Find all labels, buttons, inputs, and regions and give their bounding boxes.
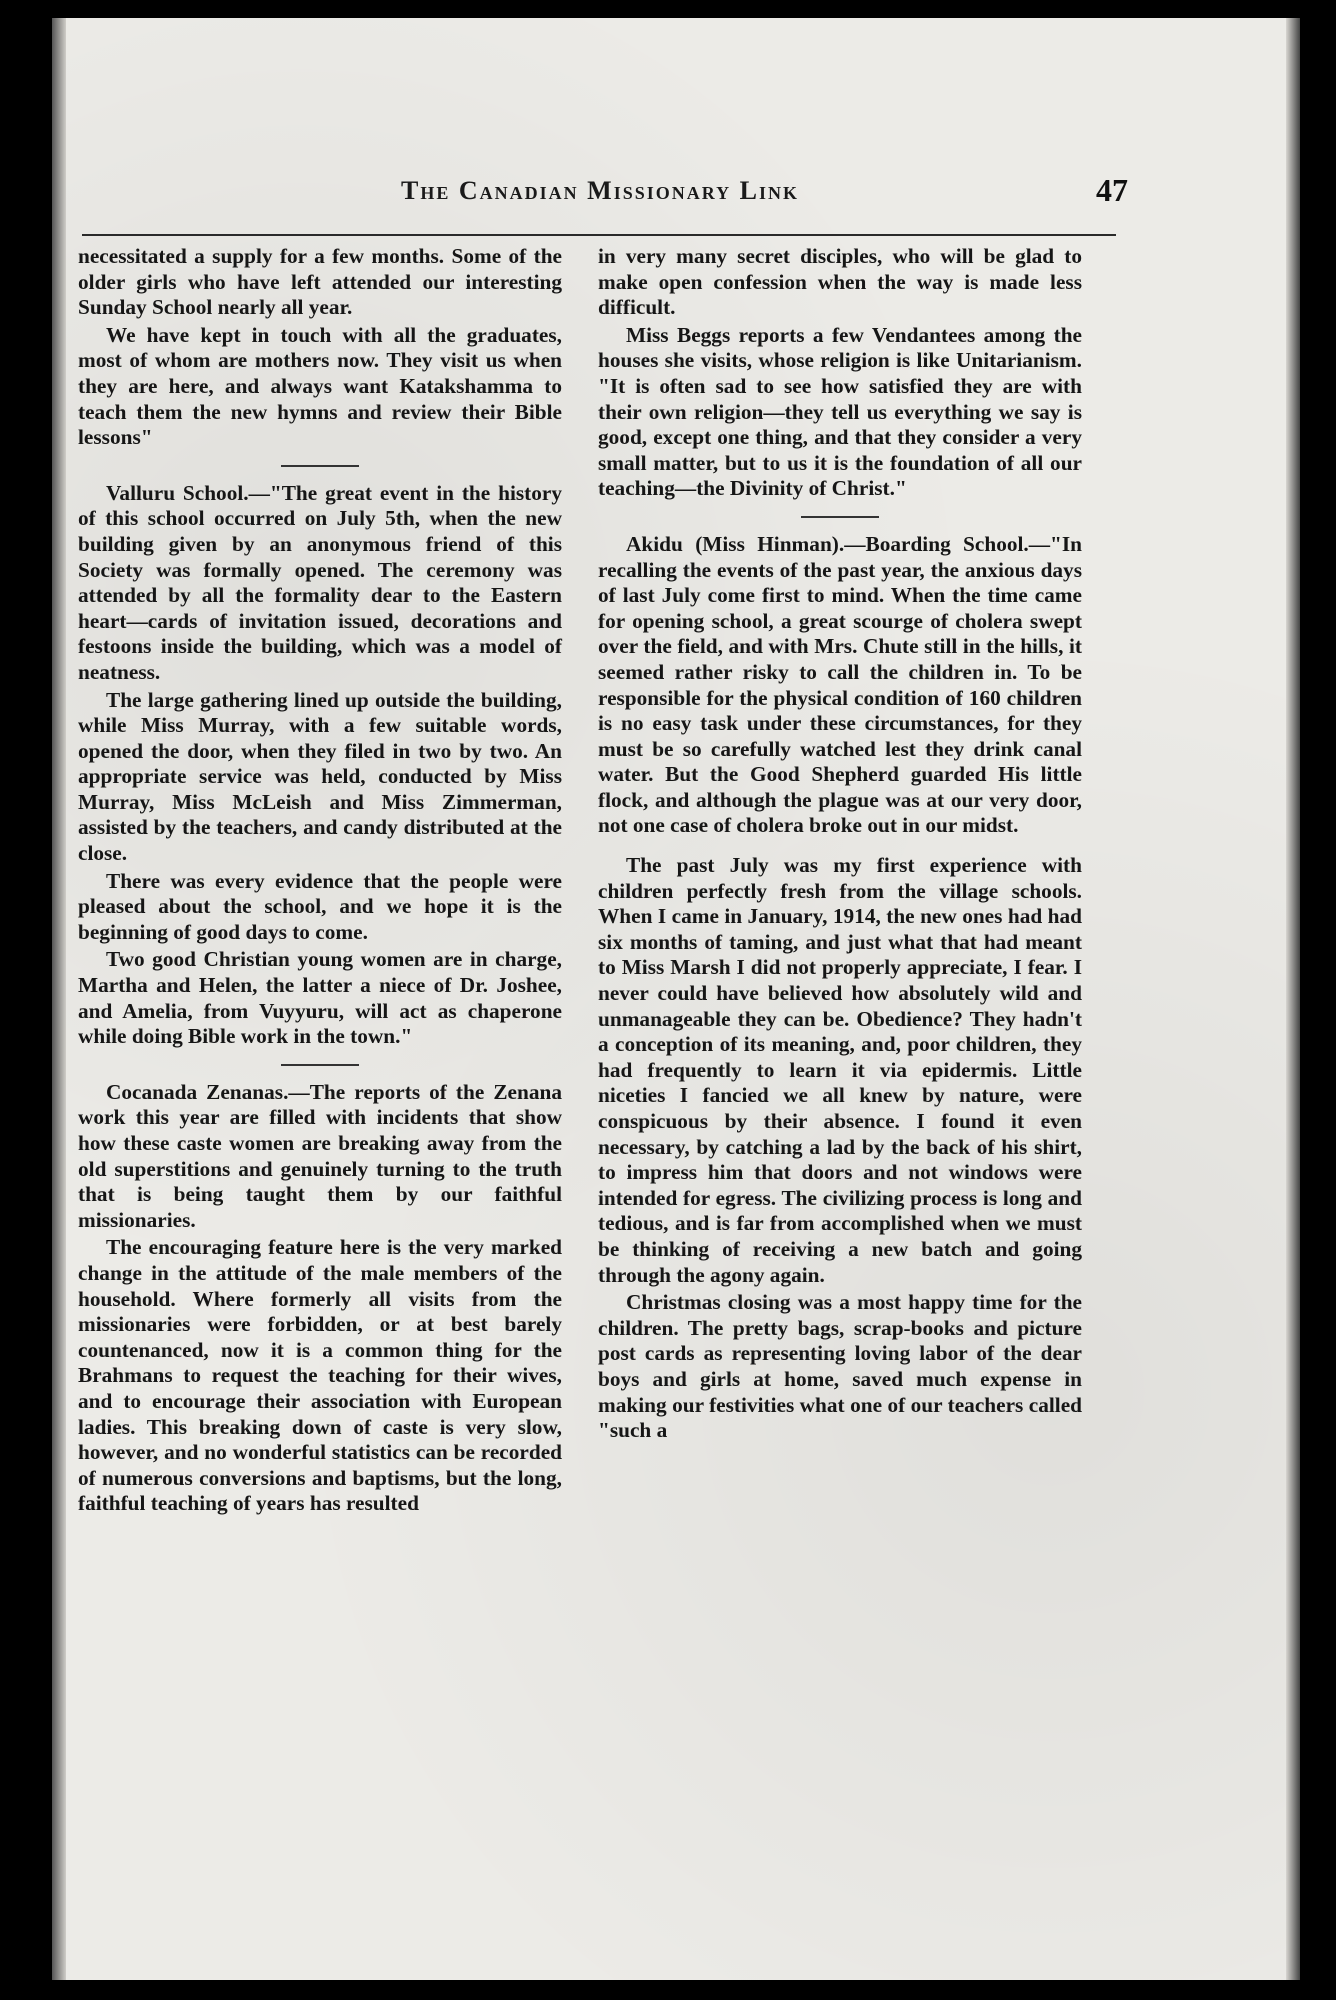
paragraph-text: (Miss Hinman).—Boarding School.—"In recalling the events of the past year, the anxious days of last July come first to mind. When the time came for opening school, a great scourge of cholera swept over the field, and with Mrs. Chute still in the hills, it seemed rather risky to call the children in. To be responsible for the physical condition of 160 children is no easy task under these circumstances, for they must be so carefully watched lest they drink canal water. But the Good Shepherd guarded His little flock, and although the plague was at our very door, not one case of cholera broke out in our midst. <box>598 531 1082 838</box>
right-column <box>598 244 1082 1854</box>
page-edge-left <box>52 18 66 1980</box>
paragraph: in very many secret disciples, who will be glad to make open confession when the way is made less difficult. <box>598 244 1082 320</box>
paragraph: The encouraging feature here is the very marked change in the attitude of the male members of the household. Where formerly all visits from the missionaries were forbidden, or at best barely countenanced, now it is a common thing for the Brahmans to request the teaching for their wives, and to encourage their association with European ladies. This breaking down of caste is very slow, however, and no wonderful statistics can be recorded of numerous conversions and baptisms, but the long, faithful teaching of years has resulted <box>78 1235 562 1516</box>
paragraph-cocanada-intro <box>78 1080 562 1234</box>
paragraph: There was every evidence that the people were pleased about the school, and we hope it is the beginning of good days to come. <box>78 868 562 944</box>
section-title-cocanada: Cocanada Zenanas. <box>106 1079 289 1104</box>
section-title-akidu: Akidu <box>626 531 683 556</box>
paragraph-text: —"The great event in the history of this school occurred on July 5th, when the new building given by an anonymous friend of this Society was formally opened. The ceremony was attended by all the formality dear to the Eastern heart—cards of invitation issued, decorations and festoons inside the building, which was a model of neatness. <box>78 480 562 684</box>
paragraph: necessitated a supply for a few months. Some of the older girls who have left attended our interesting Sunday School nearly all year. <box>78 244 562 320</box>
running-title: The Canadian Missionary Link <box>401 176 799 205</box>
section-separator <box>281 465 359 467</box>
paragraph: Two good Christian young women are in charge, Martha and Helen, the latter a niece of Dr. Joshee, and Amelia, from Vuyyuru, will act as chaperone while doing Bible work in the town." <box>78 947 562 1049</box>
section-title-valluru: Valluru School. <box>106 480 249 505</box>
page-edge-right <box>1286 18 1300 1980</box>
left-column <box>78 244 562 1854</box>
paragraph-valluru-intro <box>78 481 562 686</box>
section-separator <box>281 1064 359 1066</box>
paragraph-text: —The reports of the Zenana work this year are filled with incidents that show how these caste women are breaking away from the old superstitions and genuinely turning to the truth that is being taught them by our faithful missionaries. <box>78 1079 562 1232</box>
page-number: 47 <box>1096 172 1128 208</box>
paragraph: Miss Beggs reports a few Vendantees among the houses she visits, whose religion is like Unitarianism. "It is often sad to see how satisfied they are with their own religion—they tell us everything we say is good, except one thing, and that they consider a very small matter, but to us it is the foundation of all our teaching—the Divinity of Christ." <box>598 322 1082 501</box>
section-separator <box>801 516 879 518</box>
paragraph: We have kept in touch with all the graduates, most of whom are mothers now. They visit us when they are here, and always want Katakshamma to teach them the new hymns and review their Bible lessons" <box>78 322 562 450</box>
paragraph: The past July was my first experience with children perfectly fresh from the village schools. When I came in January, 1914, the new ones had had six months of taming, and just what that had meant to Miss Marsh I did not properly appreciate, I fear. I never could have believed how absolutely wild and unmanageable they can be. Obedience? They hadn't a conception of its meaning, and, poor children, they had frequently to learn it via epidermis. Little niceties I fancied we all knew by nature, were conspicuous by their absence. I found it even necessary, by catching a lad by the back of his shirt, to impress him that doors and not windows were intended for egress. The civilizing process is long and tedious, and is far from accomplished when we must be thinking of receiving a new batch and going through the agony again. <box>598 853 1082 1287</box>
paragraph: Christmas closing was a most happy time for the children. The pretty bags, scrap-books and picture post cards as representing loving labor of the dear boys and girls at home, saved much expense in making our festivities what one of our teachers called "such a <box>598 1290 1082 1443</box>
paragraph: The large gathering lined up outside the building, while Miss Murray, with a few suitable words, opened the door, when they filed in two by two. An appropriate service was held, conducted by Miss Murray, Miss McLeish and Miss Zimmerman, assisted by the teachers, and candy distributed at the close. <box>78 687 562 866</box>
header-rule <box>82 234 1116 236</box>
paragraph-akidu-intro <box>598 532 1082 839</box>
page-header <box>80 168 1128 218</box>
